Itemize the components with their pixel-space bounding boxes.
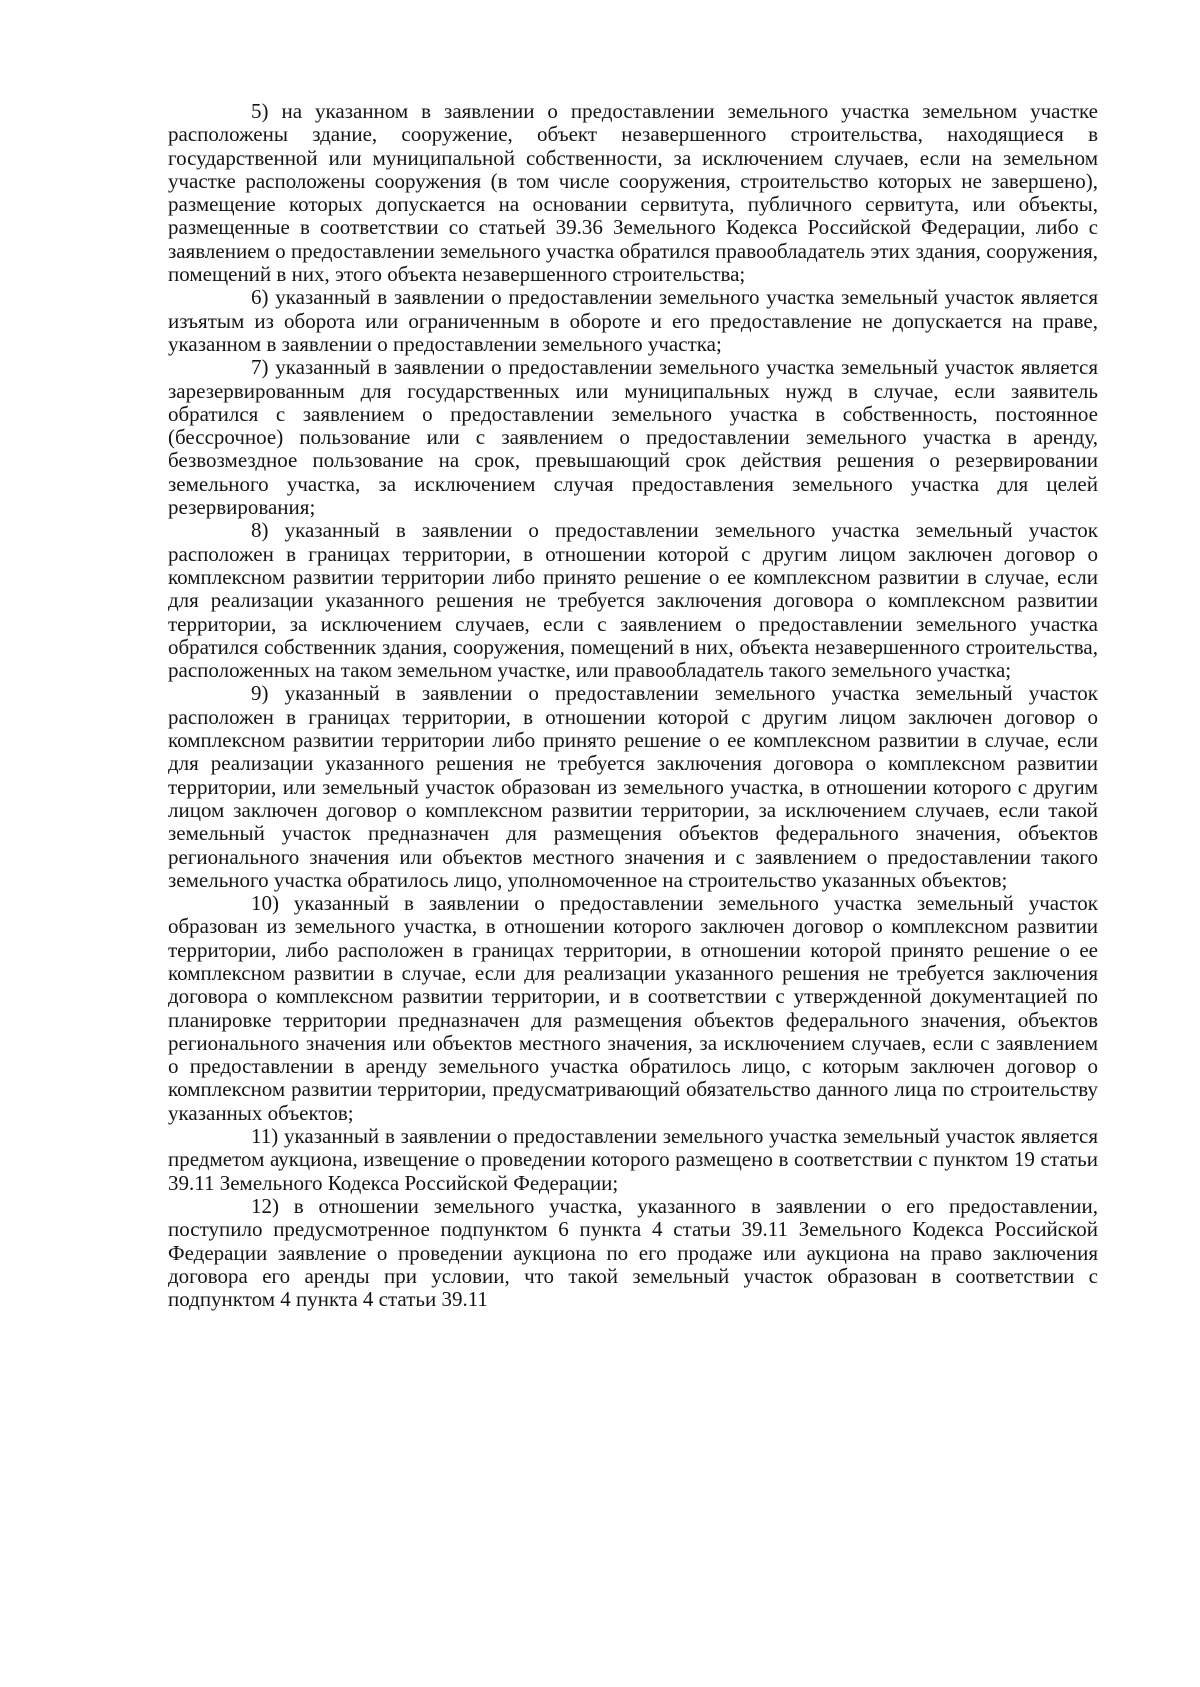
document-page (168, 100, 1098, 1311)
paragraph-item-10: 10) указанный в заявлении о предоставлении земельного участка земельный участок образован из земельного участка, в отношении которого заключен договор о комплексном развитии территории, либо расположен в границах территории, в отношении которой принято решение о ее комплексном развитии в случае, если для реализации указанного решения не требуется заключения договора о комплексном развитии территории, и в соответствии с утвержденной документацией по планировке территории предназначен для размещения объектов федерального значения, объектов регионального значения или объектов местного значения, за исключением случаев, если с заявлением о предоставлении в аренду земельного участка обратилось лицо, с которым заключен договор о комплексном развитии территории, предусматривающий обязательство данного лица по строительству указанных объектов; (168, 891, 1098, 1125)
paragraph-item-11: 11) указанный в заявлении о предоставлении земельного участка земельный участок является предметом аукциона, извещение о проведении которого размещено в соответствии с пунктом 19 статьи 39.11 Земельного Кодекса Российской Федерации; (168, 1124, 1098, 1195)
paragraph-item-9: 9) указанный в заявлении о предоставлении земельного участка земельный участок расположен в границах территории, в отношении которой с другим лицом заключен договор о комплексном развитии территории либо принято решение о ее комплексном развитии в случае, если для реализации указанного решения не требуется заключения договора о комплексном развитии территории, или земельный участок образован из земельного участка, в отношении которого с другим лицом заключен договор о комплексном развитии территории, за исключением случаев, если такой земельный участок предназначен для размещения объектов федерального значения, объектов регионального значения или объектов местного значения и с заявлением о предоставлении такого земельного участка обратилось лицо, уполномоченное на строительство указанных объектов; (168, 681, 1098, 892)
paragraph-item-5: 5) на указанном в заявлении о предоставлении земельного участка земельном участке расположены здание, сооружение, объект незавершенного строительства, находящиеся в государственной или муниципальной собственности, за исключением случаев, если на земельном участке расположены сооружения (в том числе сооружения, строительство которых не завершено), размещение которых допускается на основании сервитута, публичного сервитута, или объекты, размещенные в соответствии со статьей 39.36 Земельного Кодекса Российской Федерации, либо с заявлением о предоставлении земельного участка обратился правообладатель этих здания, сооружения, помещений в них, этого объекта незавершенного строительства; (168, 99, 1098, 287)
paragraph-item-8: 8) указанный в заявлении о предоставлении земельного участка земельный участок расположен в границах территории, в отношении которой с другим лицом заключен договор о комплексном развитии территории либо принято решение о ее комплексном развитии в случае, если для реализации указанного решения не требуется заключения договора о комплексном развитии территории, за исключением случаев, если с заявлением о предоставлении земельного участка обратился собственник здания, сооружения, помещений в них, объекта незавершенного строительства, расположенных на таком земельном участке, или правообладатель такого земельного участка; (168, 518, 1098, 683)
paragraph-item-12: 12) в отношении земельного участка, указанного в заявлении о его предоставлении, поступило предусмотренное подпунктом 6 пункта 4 статьи 39.11 Земельного Кодекса Российской Федерации заявление о проведении аукциона по его продаже или аукциона на право заключения договора его аренды при условии, что такой земельный участок образован в соответствии с подпунктом 4 пункта 4 статьи 39.11 (168, 1193, 1098, 1312)
paragraph-item-7: 7) указанный в заявлении о предоставлении земельного участка земельный участок является зарезервированным для государственных или муниципальных нужд в случае, если заявитель обратился с заявлением о предоставлении земельного участка в собственность, постоянное (бессрочное) пользование или с заявлением о предоставлении земельного участка в аренду, безвозмездное пользование на срок, превышающий срок действия решения о резервировании земельного участка, за исключением случая предоставления земельного участка для целей резервирования; (168, 355, 1098, 520)
paragraph-item-6: 6) указанный в заявлении о предоставлении земельного участка земельный участок является изъятым из оборота или ограниченным в обороте и его предоставление не допускается на праве, указанном в заявлении о предоставлении земельного участка; (168, 285, 1098, 356)
